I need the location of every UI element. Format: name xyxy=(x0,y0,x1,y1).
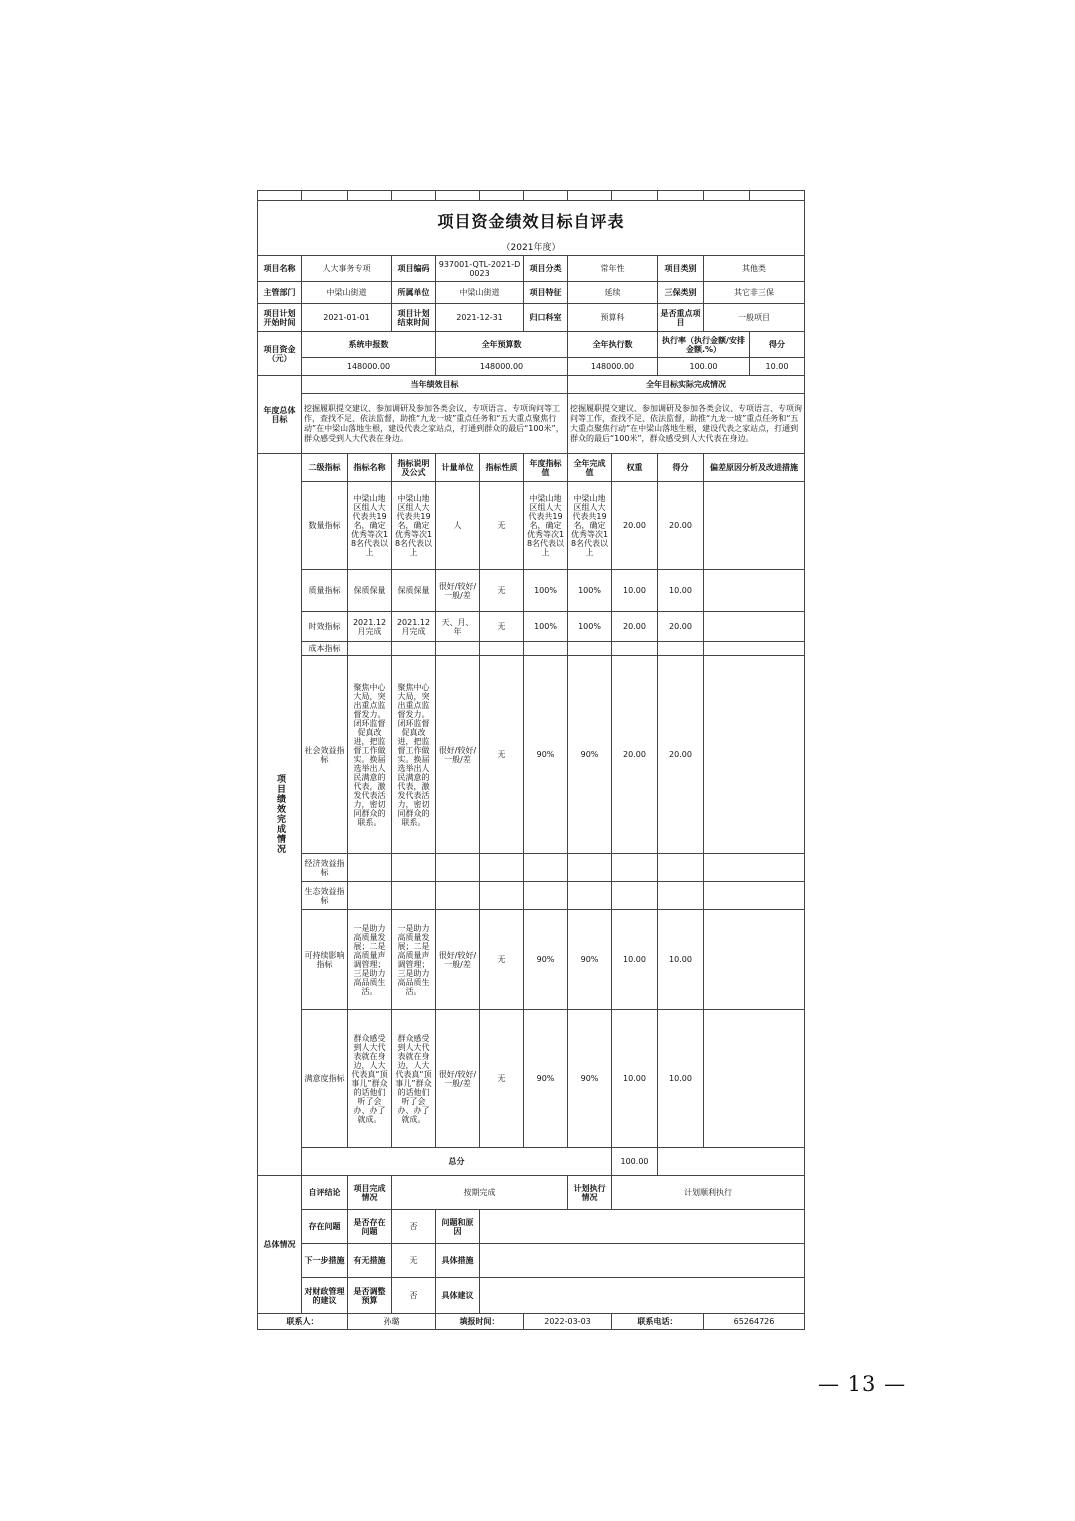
desc-cell: 保质保量 xyxy=(392,570,436,612)
reason-cell xyxy=(704,570,805,612)
actual-cell: 90% xyxy=(568,1010,612,1148)
form-year: （2021年度） xyxy=(258,241,805,256)
blank-cell xyxy=(392,191,436,201)
has-problem-label: 是否存在问题 xyxy=(348,1210,392,1244)
reason-cell xyxy=(704,656,805,854)
weight-cell: 20.00 xyxy=(612,482,658,570)
name-cell: 一是助力高质量发展；二是高质量声调管理；三是助力高品质生活。 xyxy=(348,910,392,1010)
level2-cell: 成本指标 xyxy=(302,642,348,656)
name-cell: 保质保量 xyxy=(348,570,392,612)
actual-cell: 100% xyxy=(568,612,612,642)
name-label: 项目名称 xyxy=(258,256,302,282)
sanbao-value: 其它非三保 xyxy=(704,282,805,304)
nature-cell: 无 xyxy=(480,482,524,570)
measure-value xyxy=(480,1244,805,1278)
score-cell: 10.00 xyxy=(658,910,704,1010)
nature-cell: 无 xyxy=(480,1010,524,1148)
problem-label: 存在问题 xyxy=(302,1210,348,1244)
blank-cell xyxy=(750,191,805,201)
conclusion-label: 自评结论 xyxy=(302,1176,348,1210)
key-label: 是否重点项目 xyxy=(658,304,704,332)
target-cell xyxy=(524,642,568,656)
budget-label: 全年预算数 xyxy=(436,332,568,358)
unit-cell: 很好/较好/一般/差 xyxy=(436,1010,480,1148)
total-label: 总分 xyxy=(302,1148,612,1176)
nature-cell: 无 xyxy=(480,612,524,642)
dept-value: 中梁山街道 xyxy=(302,282,392,304)
unit-cell: 很好/较好/一般/差 xyxy=(436,910,480,1010)
target-cell: 90% xyxy=(524,656,568,854)
unit-cell: 人 xyxy=(436,482,480,570)
weight-cell xyxy=(612,642,658,656)
actual-cell xyxy=(568,642,612,656)
blank-cell xyxy=(524,191,568,201)
header-reason: 偏差原因分析及改进措施 xyxy=(704,454,805,482)
project-code: 937001-QTL-2021-D0023 xyxy=(436,256,524,282)
unit-cell xyxy=(436,882,480,910)
target-cell xyxy=(524,854,568,882)
category-label: 项目分类 xyxy=(524,256,568,282)
plan-value: 计划顺利执行 xyxy=(612,1176,805,1210)
contact-person: 孙璐 xyxy=(348,1314,436,1330)
start-date: 2021-01-01 xyxy=(302,304,392,332)
desc-cell: 聚焦中心大局，突出重点监督发力。闭环监督促真改进，把监督工作做实。换届选举出人民满意的代表，激发代表活力，密切同群众的联系。 xyxy=(392,656,436,854)
nature-cell xyxy=(480,854,524,882)
summary-label: 总体情况 xyxy=(258,1176,302,1314)
grid-row xyxy=(258,191,805,201)
rate-value: 100.00 xyxy=(658,358,750,376)
key-value: 一般项目 xyxy=(704,304,805,332)
actual-text: 挖掘履职提交建议、参加调研及参加各类会议、专项语言、专项询问等工作，查找不足、依法监督，助推“九龙一坡”重点任务和“五大重点聚焦行动”在中梁山落地生根，建设代表之家站点，打通到群众的最后“100米”，群众感受到人大代表在身边。 xyxy=(568,394,805,454)
office-label: 归口科室 xyxy=(524,304,568,332)
indicator-row xyxy=(258,910,805,1010)
reason-label: 问题和原因 xyxy=(436,1210,480,1244)
end-label: 项目计划结束时间 xyxy=(392,304,436,332)
total-weight: 100.00 xyxy=(612,1148,658,1176)
score-cell: 20.00 xyxy=(658,656,704,854)
name-cell xyxy=(348,642,392,656)
actual-cell: 90% xyxy=(568,656,612,854)
weight-cell: 10.00 xyxy=(612,1010,658,1148)
nature-cell xyxy=(480,882,524,910)
blank-cell xyxy=(568,191,612,201)
declared-value: 148000.00 xyxy=(302,358,436,376)
blank-cell xyxy=(302,191,348,201)
name-cell xyxy=(348,882,392,910)
name-cell: 群众感受到人大代表就在身边，人大代表真“顶事儿”群众的话他们听了会办、办了就成。 xyxy=(348,1010,392,1148)
unit-cell: 很好/较好/一般/差 xyxy=(436,570,480,612)
unit-cell: 天、月、年 xyxy=(436,612,480,642)
weight-cell: 10.00 xyxy=(612,910,658,1010)
header-level2: 二级指标 xyxy=(302,454,348,482)
score-cell xyxy=(658,642,704,656)
level2-cell: 质量指标 xyxy=(302,570,348,612)
has-measure-label: 有无措施 xyxy=(348,1244,392,1278)
weight-cell: 20.00 xyxy=(612,612,658,642)
fill-time-label: 填报时间： xyxy=(436,1314,524,1330)
contact-person-label: 联系人： xyxy=(258,1314,348,1330)
reason-cell xyxy=(704,854,805,882)
sanbao-label: 三保类别 xyxy=(658,282,704,304)
start-label: 项目计划开始时间 xyxy=(258,304,302,332)
form-table xyxy=(257,190,805,1330)
level2-cell: 时效指标 xyxy=(302,612,348,642)
adjust-budget-value: 否 xyxy=(392,1278,436,1314)
type-label: 项目类别 xyxy=(658,256,704,282)
actual-cell xyxy=(568,854,612,882)
score-cell xyxy=(658,882,704,910)
reason-cell xyxy=(704,642,805,656)
actual-cell: 100% xyxy=(568,570,612,612)
score-cell xyxy=(658,854,704,882)
level2-cell: 生态效益指标 xyxy=(302,882,348,910)
funds-score: 10.00 xyxy=(750,358,805,376)
actual-header: 全年目标实际完成情况 xyxy=(568,376,805,394)
end-date: 2021-12-31 xyxy=(436,304,524,332)
reason-cell xyxy=(704,882,805,910)
blank-cell xyxy=(436,191,480,201)
blank-cell xyxy=(258,191,302,201)
project-category: 常年性 xyxy=(568,256,658,282)
indicator-row xyxy=(258,1010,805,1148)
target-cell: 90% xyxy=(524,1010,568,1148)
executed-label: 全年执行数 xyxy=(568,332,658,358)
indicator-row xyxy=(258,642,805,656)
advice-value xyxy=(480,1278,805,1314)
desc-cell xyxy=(392,642,436,656)
header-target: 年度指标值 xyxy=(524,454,568,482)
target-cell: 90% xyxy=(524,910,568,1010)
level2-cell: 社会效益指标 xyxy=(302,656,348,854)
fill-time: 2022-03-03 xyxy=(524,1314,612,1330)
indicator-row xyxy=(258,854,805,882)
phone-value: 65264726 xyxy=(704,1314,805,1330)
reason-cell xyxy=(704,482,805,570)
indicator-row xyxy=(258,570,805,612)
funds-label: 项目资金（元） xyxy=(258,332,302,376)
page-number: — 13 — xyxy=(818,1372,907,1396)
nature-cell: 无 xyxy=(480,910,524,1010)
weight-cell xyxy=(612,882,658,910)
target-cell: 中梁山地区组人大代表共19名，确定优秀等次18名代表以上 xyxy=(524,482,568,570)
project-type: 其他类 xyxy=(704,256,805,282)
goals-label: 年度总体目标 xyxy=(258,376,302,454)
finance-advice-label: 对财政管理的建议 xyxy=(302,1278,348,1314)
weight-cell xyxy=(612,854,658,882)
next-step-label: 下一步措施 xyxy=(302,1244,348,1278)
advice-label: 具体建议 xyxy=(436,1278,480,1314)
desc-cell: 2021.12月完成 xyxy=(392,612,436,642)
score-label: 得分 xyxy=(750,332,805,358)
header-weight: 权重 xyxy=(612,454,658,482)
unit-cell xyxy=(436,642,480,656)
total-blank xyxy=(658,1148,805,1176)
blank-cell xyxy=(612,191,658,201)
weight-cell: 20.00 xyxy=(612,656,658,854)
rate-label: 执行率（执行金额/安排金额.%） xyxy=(658,332,750,358)
declared-label: 系统申报数 xyxy=(302,332,436,358)
actual-cell: 90% xyxy=(568,910,612,1010)
reason-cell xyxy=(704,1010,805,1148)
actual-cell: 中梁山地区组人大代表共19名，确定优秀等次18名代表以上 xyxy=(568,482,612,570)
measure-label: 具体措施 xyxy=(436,1244,480,1278)
blank-cell xyxy=(480,191,524,201)
level2-cell: 经济效益指标 xyxy=(302,854,348,882)
unit-cell: 很好/较好/一般/差 xyxy=(436,656,480,854)
executed-value: 148000.00 xyxy=(568,358,658,376)
header-actual: 全年完成值 xyxy=(568,454,612,482)
has-problem-value: 否 xyxy=(392,1210,436,1244)
blank-cell xyxy=(704,191,750,201)
desc-cell: 一是助力高质量发展；二是高质量声调管理；三是助力高品质生活。 xyxy=(392,910,436,1010)
performance-label xyxy=(258,454,302,1176)
header-unit: 计量单位 xyxy=(436,454,480,482)
nature-cell: 无 xyxy=(480,570,524,612)
completion-label: 项目完成情况 xyxy=(348,1176,392,1210)
level2-cell: 满意度指标 xyxy=(302,1010,348,1148)
name-cell: 2021.12月完成 xyxy=(348,612,392,642)
nature-cell xyxy=(480,642,524,656)
target-cell xyxy=(524,882,568,910)
score-cell: 10.00 xyxy=(658,570,704,612)
blank-cell xyxy=(348,191,392,201)
target-cell: 100% xyxy=(524,570,568,612)
score-cell: 20.00 xyxy=(658,612,704,642)
unit-cell xyxy=(436,854,480,882)
adjust-budget-label: 是否调整预算 xyxy=(348,1278,392,1314)
completion-value: 按期完成 xyxy=(392,1176,568,1210)
name-cell: 中梁山地区组人大代表共19名，确定优秀等次18名代表以上 xyxy=(348,482,392,570)
header-nature: 指标性质 xyxy=(480,454,524,482)
name-cell: 聚焦中心大局，突出重点监督发力。闭环监督促真改进，把监督工作做实。换届选举出人民满意的代表，激发代表活力，密切同群众的联系。 xyxy=(348,656,392,854)
header-desc: 指标说明及公式 xyxy=(392,454,436,482)
level2-cell: 数量指标 xyxy=(302,482,348,570)
desc-cell: 群众感受到人大代表就在身边，人大代表真“顶事儿”群众的话他们听了会办、办了就成。 xyxy=(392,1010,436,1148)
desc-cell xyxy=(392,882,436,910)
target-cell: 100% xyxy=(524,612,568,642)
header-name: 指标名称 xyxy=(348,454,392,482)
actual-cell xyxy=(568,882,612,910)
reason-cell xyxy=(704,910,805,1010)
feature-value: 延续 xyxy=(568,282,658,304)
weight-cell: 10.00 xyxy=(612,570,658,612)
score-cell: 20.00 xyxy=(658,482,704,570)
budget-value: 148000.00 xyxy=(436,358,568,376)
target-text: 挖掘履职提交建议、参加调研及参加各类会议、专项语言、专项询问等工作，查找不足、依法监督，助推“九龙一坡”重点任务和“五大重点聚焦行动”在中梁山落地生根，建设代表之家站点，打通到群众的最后“100米”，群众感受到人大代表在身边。 xyxy=(302,394,568,454)
indicator-row xyxy=(258,482,805,570)
desc-cell: 中梁山地区组人大代表共19名，确定优秀等次18名代表以上 xyxy=(392,482,436,570)
office-value: 预算科 xyxy=(568,304,658,332)
has-measure-value: 无 xyxy=(392,1244,436,1278)
code-label: 项目编码 xyxy=(392,256,436,282)
form-title: 项目资金绩效目标自评表 xyxy=(258,201,805,242)
feature-label: 项目特征 xyxy=(524,282,568,304)
dept-label: 主管部门 xyxy=(258,282,302,304)
reason-cell xyxy=(704,612,805,642)
score-cell: 10.00 xyxy=(658,1010,704,1148)
header-score: 得分 xyxy=(658,454,704,482)
phone-label: 联系电话： xyxy=(612,1314,704,1330)
target-header: 当年绩效目标 xyxy=(302,376,568,394)
unit-label: 所属单位 xyxy=(392,282,436,304)
evaluation-form xyxy=(257,190,804,1330)
blank-cell xyxy=(658,191,704,201)
desc-cell xyxy=(392,854,436,882)
plan-label: 计划执行情况 xyxy=(568,1176,612,1210)
indicator-row xyxy=(258,656,805,854)
name-cell xyxy=(348,854,392,882)
indicator-row xyxy=(258,612,805,642)
unit-value: 中梁山街道 xyxy=(436,282,524,304)
indicator-row xyxy=(258,882,805,910)
performance-label-text: 项目绩效完成情况 xyxy=(275,773,285,854)
reason-value xyxy=(480,1210,805,1244)
project-name: 人大事务专项 xyxy=(302,256,392,282)
level2-cell: 可持续影响指标 xyxy=(302,910,348,1010)
nature-cell: 无 xyxy=(480,656,524,854)
